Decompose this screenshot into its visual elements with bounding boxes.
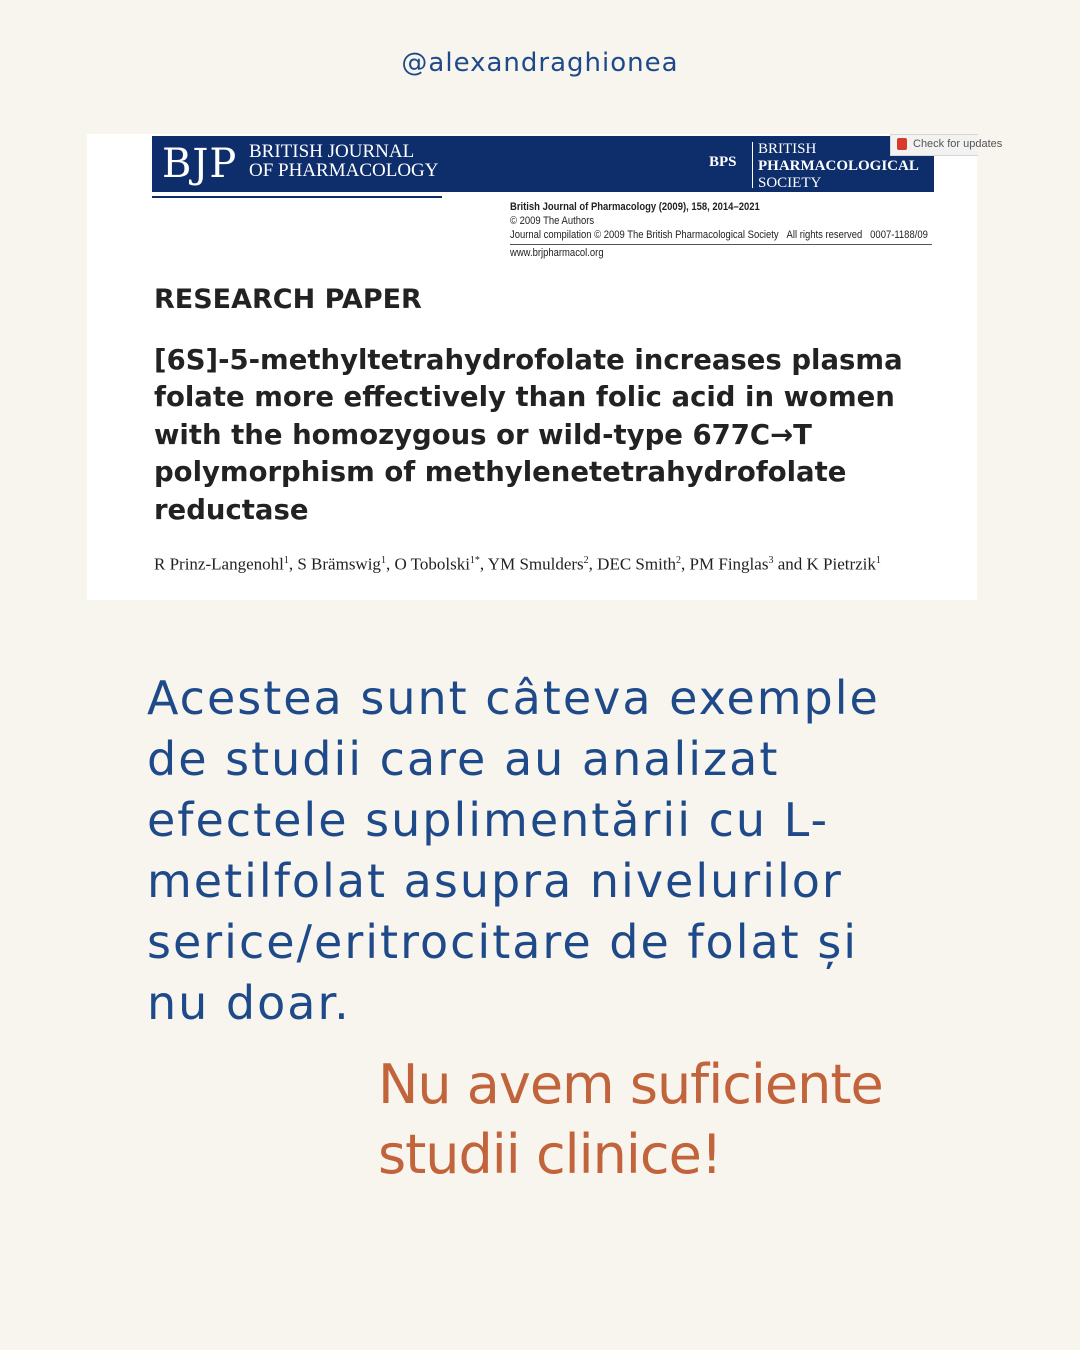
journal-name — [249, 142, 439, 180]
author-name: YM Smulders — [487, 554, 584, 574]
banner-rule — [152, 196, 442, 198]
issn-text: 0007-1188/09 — [870, 229, 928, 241]
author-affiliation: 1 — [283, 555, 289, 566]
author-affiliation: 2 — [583, 555, 589, 566]
author-affiliation: 2 — [676, 555, 682, 566]
author-name: K Pietrzik — [806, 554, 876, 574]
social-handle: @alexandraghionea — [401, 48, 679, 78]
check-updates-label: Check for updates — [913, 138, 1003, 150]
society-line3: SOCIETY — [758, 175, 822, 191]
compilation-line — [510, 228, 928, 242]
citation-rule — [510, 244, 932, 245]
author-affiliation: 1 — [875, 555, 881, 566]
author-name: PM Finglas — [689, 554, 769, 574]
society-line1: BRITISH — [758, 141, 817, 157]
caption-text: Acestea sunt câteva exemple de studii care au analizat efectele suplimentării cu L-metilfolat asupra nivelurilor serice/eritrocitare de folat și nu doar. — [147, 671, 880, 1030]
warning-line2: studii clinice! — [378, 1123, 722, 1186]
warning-text — [378, 1050, 938, 1190]
compilation-text: Journal compilation © 2009 The British Pharmacological Society — [510, 229, 779, 241]
author-name: R Prinz-Langenohl — [154, 554, 284, 574]
bps-divider — [752, 142, 753, 188]
society-line2: PHARMACOLOGICAL — [758, 158, 919, 174]
warning-line1: Nu avem suficiente — [378, 1053, 883, 1116]
author-name: DEC Smith — [597, 554, 677, 574]
author-list: R Prinz-Langenohl$^1$, S Brämswig$^1$, O Tobolski$^{1*}$, YM Smulders$^2$, DEC Smith$^2$, PM Finglas$^3$ and K Pietrzik$^1$ — [154, 554, 881, 574]
bjp-logo: BJP — [162, 141, 238, 187]
author-affiliation: 1* — [469, 555, 480, 566]
bookmark-icon — [897, 138, 907, 150]
check-updates-button[interactable] — [890, 134, 1003, 156]
paper-title: [6S]-5-methyltetrahydrofolate increases plasma folate more effectively than folic acid in women with the homozygous or wild-type 677C→T polymorphism of methylenetetrahydrofolate reductase — [154, 344, 903, 526]
copyright-line: © 2009 The Authors — [510, 215, 595, 227]
citation-line: British Journal of Pharmacology (2009), 158, 2014–2021 — [510, 201, 760, 213]
paper-screenshot — [87, 134, 1003, 600]
author-name: S Brämswig — [297, 554, 381, 574]
bps-logo: BPS — [709, 154, 737, 170]
section-label: RESEARCH PAPER — [154, 284, 422, 315]
author-name: O Tobolski — [394, 554, 470, 574]
journal-url[interactable]: www.brjpharmacol.org — [510, 247, 604, 259]
journal-name-line1: BRITISH JOURNAL — [249, 141, 415, 162]
journal-name-line2: OF PHARMACOLOGY — [249, 160, 439, 181]
rights-text: All rights reserved — [786, 229, 863, 241]
author-affiliation: 1 — [380, 555, 386, 566]
author-affiliation: 3 — [768, 555, 774, 566]
citation-block — [510, 200, 928, 242]
journal-banner — [152, 136, 934, 192]
